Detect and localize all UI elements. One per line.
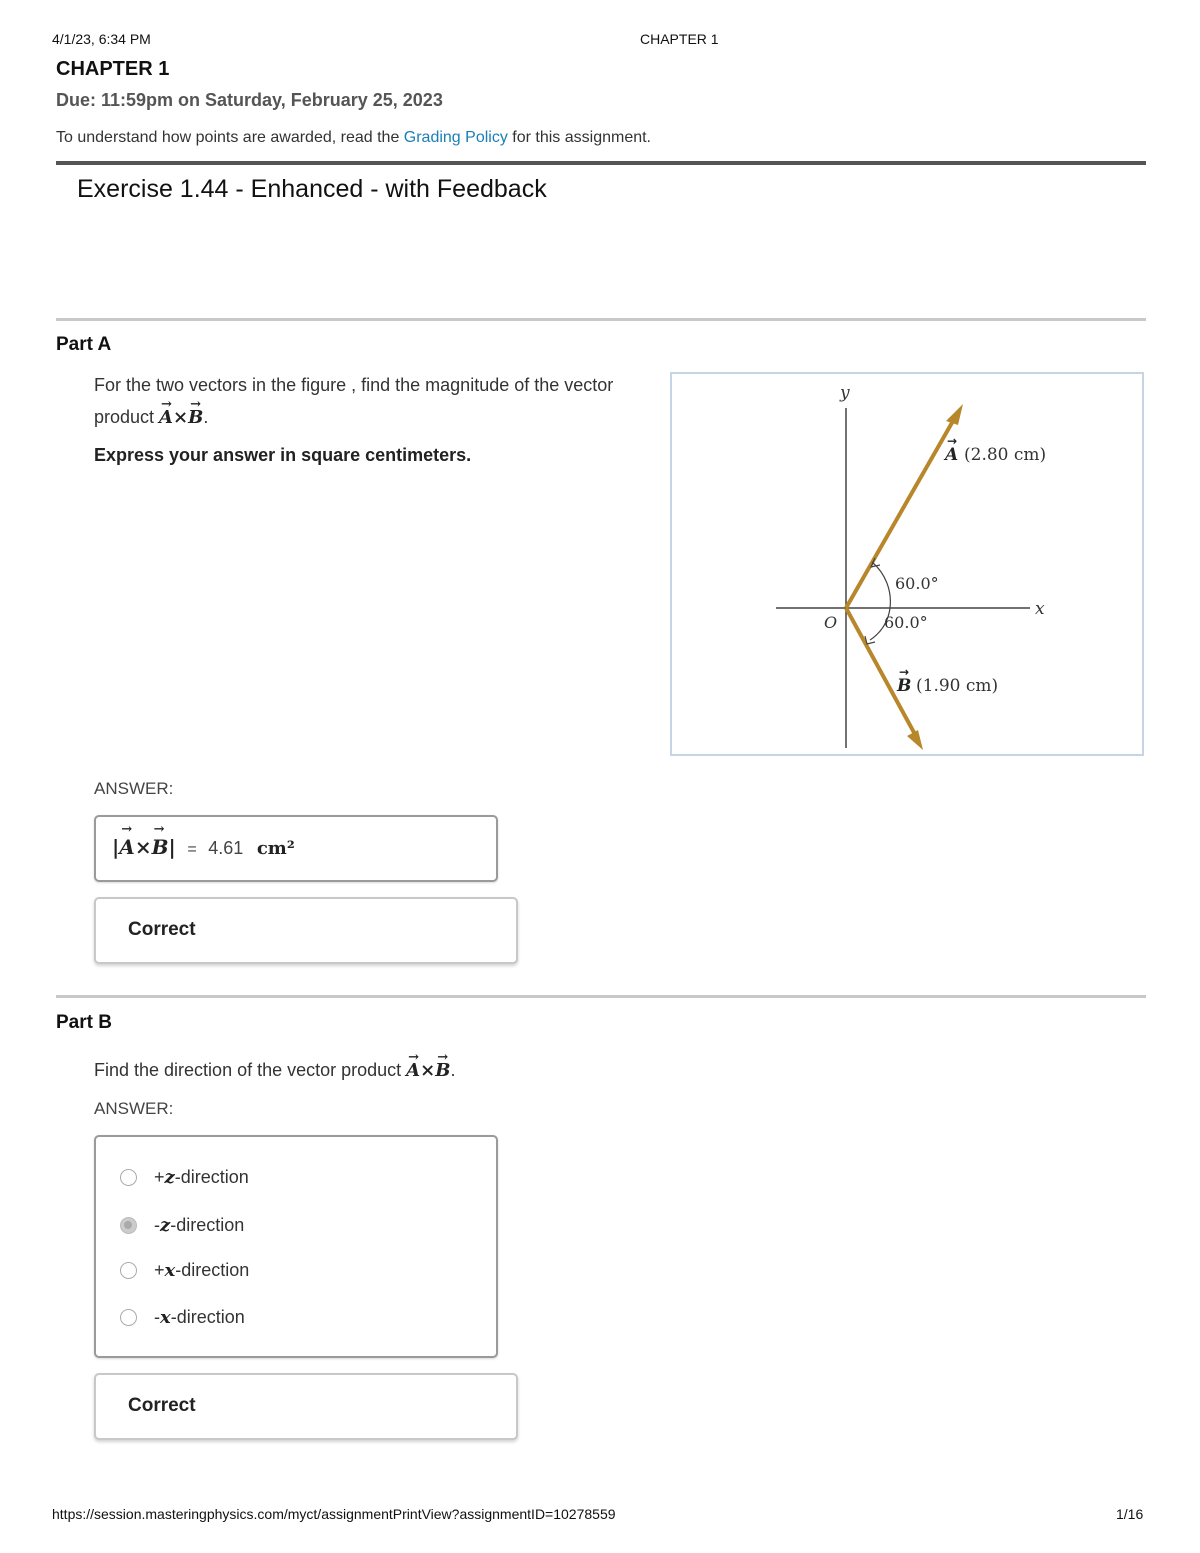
answer-value: 4.61 <box>208 838 244 858</box>
option-axis: x <box>160 1307 171 1328</box>
option-axis: z <box>160 1215 171 1236</box>
answer-expression <box>112 835 295 860</box>
abs-bar-left-icon: | <box>112 835 120 859</box>
part-b-question <box>94 1054 455 1087</box>
part-b-question-suffix: . <box>450 1060 456 1080</box>
option-minus-z-label <box>154 1215 244 1236</box>
part-a-question <box>94 369 664 434</box>
answer-equals: = <box>187 841 197 858</box>
footer-url: https://session.masteringphysics.com/myct/assignmentPrintView?assignmentID=10278559 <box>52 1506 616 1522</box>
vector-b-arrowhead <box>907 730 923 750</box>
vector-a-arrow-glyph: → <box>947 434 958 448</box>
option-minus-x-label <box>154 1307 245 1328</box>
origin-label: O <box>824 613 838 632</box>
part-a-heading: Part A <box>56 334 112 355</box>
angle-arc-a <box>872 562 890 608</box>
angle-a-label: 60.0° <box>895 574 939 593</box>
part-a-question-line1: For the two vectors in the figure , find the magnitude of the vector <box>94 375 614 395</box>
option-rest: -direction <box>175 1260 250 1280</box>
option-plus-z-label <box>154 1167 249 1188</box>
vector-diagram <box>672 374 1142 754</box>
print-title: CHAPTER 1 <box>640 31 719 47</box>
part-b-vector-b: → B <box>435 1055 450 1087</box>
part-b-vector-a: → A <box>406 1055 420 1087</box>
part-b-heading: Part B <box>56 1012 112 1033</box>
vector-a-arrowhead <box>946 404 963 425</box>
print-datetime: 4/1/23, 6:34 PM <box>52 31 151 47</box>
vector-figure <box>670 372 1144 756</box>
option-plus-x-label <box>154 1260 249 1281</box>
part-b-cross: × <box>420 1060 436 1081</box>
policy-text-after: for this assignment. <box>507 129 651 146</box>
y-axis-label: y <box>840 383 850 403</box>
part-b-answer-label: ANSWER: <box>94 1099 174 1118</box>
option-rest: -direction <box>170 1307 245 1327</box>
x-axis-label: x <box>1035 599 1045 619</box>
part-a-feedback <box>94 897 518 964</box>
vector-b-arrow-glyph: → <box>899 665 910 679</box>
grading-policy-text <box>56 129 651 147</box>
part-a-divider <box>56 318 1146 321</box>
part-a-question-line2 <box>94 401 664 434</box>
answer-cross: × <box>134 835 152 859</box>
part-a-instruction: Express your answer in square centimeters. <box>94 445 472 465</box>
option-sign: + <box>154 1260 165 1280</box>
grading-policy-link[interactable]: Grading Policy <box>403 129 508 146</box>
answer-vector-a: → A <box>119 835 135 859</box>
radio-plus-x[interactable] <box>120 1262 137 1279</box>
vector-b-name: B <box>897 676 912 696</box>
vector-b-symbol: → B <box>188 402 203 434</box>
part-b-options-box <box>94 1135 498 1358</box>
radio-minus-z[interactable] <box>120 1217 137 1234</box>
part-a-feedback-text: Correct <box>128 919 196 940</box>
footer-page-number: 1/16 <box>1116 1506 1144 1522</box>
part-b-feedback-text: Correct <box>128 1395 196 1416</box>
part-a-answer-box <box>94 815 498 882</box>
part-b-divider <box>56 995 1146 998</box>
policy-text-before: To understand how points are awarded, read the <box>56 129 404 146</box>
radio-plus-z[interactable] <box>120 1169 137 1186</box>
part-b-feedback <box>94 1373 518 1440</box>
question-suffix: . <box>203 407 209 427</box>
question-prefix: product <box>94 407 160 427</box>
angle-b-label: 60.0° <box>884 613 928 632</box>
option-sign: - <box>154 1215 160 1235</box>
option-axis: x <box>164 1260 176 1281</box>
cross-symbol: × <box>173 407 189 428</box>
option-sign: + <box>154 1167 165 1187</box>
option-rest: -direction <box>170 1215 245 1235</box>
answer-vector-b: → B <box>152 835 169 859</box>
answer-unit: cm² <box>256 838 295 859</box>
option-sign: - <box>154 1307 160 1327</box>
option-rest: -direction <box>174 1167 249 1187</box>
vector-a-label: (2.80 cm) <box>964 445 1047 465</box>
exercise-title: Exercise 1.44 - Enhanced - with Feedback <box>77 175 547 203</box>
radio-minus-x[interactable] <box>120 1309 137 1326</box>
header-divider <box>56 161 1146 165</box>
assignment-title: CHAPTER 1 <box>56 58 170 80</box>
due-date: Due: 11:59pm on Saturday, February 25, 2023 <box>56 90 443 110</box>
vector-b-label: (1.90 cm) <box>916 676 999 696</box>
vector-a-name: A <box>945 445 959 465</box>
part-a-answer-label: ANSWER: <box>94 779 174 798</box>
abs-bar-right-icon: | <box>168 835 176 859</box>
option-axis: z <box>164 1167 175 1188</box>
part-b-question-prefix: Find the direction of the vector product <box>94 1060 407 1080</box>
vector-a-symbol: → A <box>159 402 173 434</box>
